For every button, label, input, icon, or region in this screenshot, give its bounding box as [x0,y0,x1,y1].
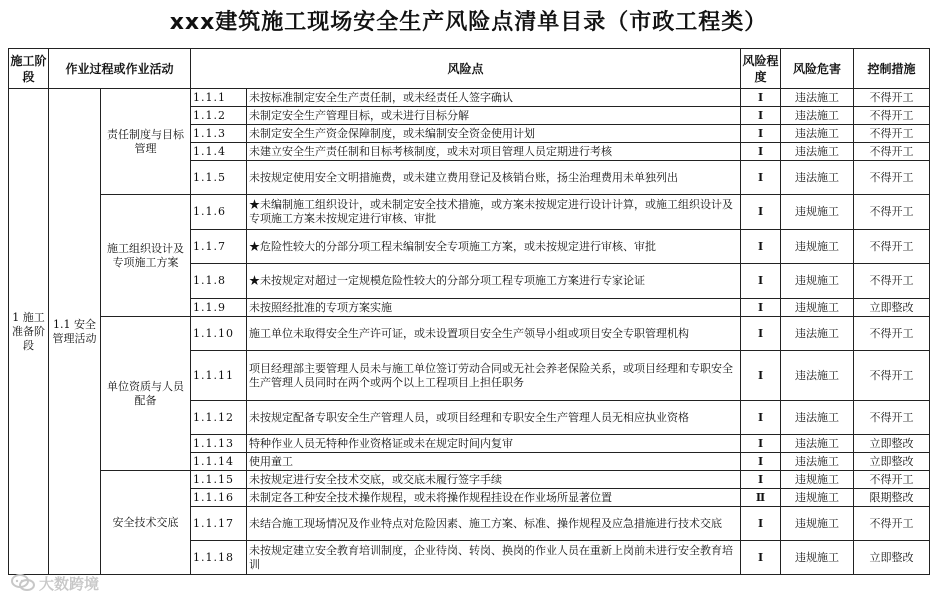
watermark [10,571,99,595]
header-risk: 风险点 [191,49,741,89]
risk-hazard: 违规施工 [781,489,854,507]
risk-code: 1.1.10 [191,317,247,351]
watermark-text: 大数跨境 [39,574,100,593]
risk-level: Ⅰ [741,161,781,195]
header-hazard: 风险危害 [781,49,854,89]
header-row [9,49,930,89]
risk-hazard: 违法施工 [781,435,854,453]
risk-desc: 项目经理部主要管理人员未与施工单位签订劳动合同或无社会养老保险关系，或项目经理和专职安全生产管理人员同时在两个或两个以上工程项目上担任职务 [247,351,741,401]
page-title: xxx建筑施工现场安全生产风险点清单目录（市政工程类） [169,10,768,35]
risk-desc: 未按规定进行安全技术交底，或交底未履行签字手续 [247,471,741,489]
risk-hazard: 违法施工 [781,317,854,351]
group-cell: 施工组织设计及专项施工方案 [101,195,191,317]
header-level: 风险程度 [741,49,781,89]
risk-hazard: 违规施工 [781,264,854,299]
risk-level: Ⅰ [741,264,781,299]
risk-code: 1.1.6 [191,195,247,230]
risk-hazard: 违规施工 [781,230,854,264]
risk-level: Ⅰ [741,89,781,107]
risk-code: 1.1.1 [191,89,247,107]
risk-desc: 未按规定配备专职安全生产管理人员，或项目经理和专职安全生产管理人员无相应执业资格 [247,401,741,435]
risk-hazard: 违法施工 [781,453,854,471]
risk-control: 不得开工 [854,143,930,161]
risk-level: Ⅰ [741,317,781,351]
risk-control: 不得开工 [854,264,930,299]
risk-code: 1.1.17 [191,507,247,541]
risk-level: Ⅰ [741,125,781,143]
risk-desc: 使用童工 [247,453,741,471]
risk-control: 不得开工 [854,351,930,401]
risk-desc: 未制定各工种安全技术操作规程，或未将操作规程挂设在作业场所显著位置 [247,489,741,507]
stage-cell: 1 施工准备阶段 [9,89,49,575]
risk-level: Ⅰ [741,299,781,317]
risk-desc: 未按照经批准的专项方案实施 [247,299,741,317]
risk-code: 1.1.15 [191,471,247,489]
risk-control: 不得开工 [854,230,930,264]
risk-level: Ⅰ [741,230,781,264]
risk-hazard: 违法施工 [781,351,854,401]
risk-hazard: 违规施工 [781,507,854,541]
risk-hazard: 违法施工 [781,125,854,143]
risk-desc: 未按规定使用安全文明措施费，或未建立费用登记及核销台账，扬尘治理费用未单独列出 [247,161,741,195]
risk-hazard: 违规施工 [781,299,854,317]
header-stage: 施工阶段 [9,49,49,89]
risk-code: 1.1.16 [191,489,247,507]
table-row [9,195,930,230]
header-control: 控制措施 [854,49,930,89]
risk-code: 1.1.8 [191,264,247,299]
group-cell: 责任制度与目标管理 [101,89,191,195]
risk-hazard: 违规施工 [781,471,854,489]
risk-code: 1.1.13 [191,435,247,453]
risk-level: Ⅰ [741,471,781,489]
risk-code: 1.1.9 [191,299,247,317]
risk-code: 1.1.4 [191,143,247,161]
risk-desc: ★未编制施工组织设计，或未制定安全技术措施，或方案未按规定进行设计计算，或施工组织设计及专项施工方案未按规定进行审核、审批 [247,195,741,230]
risk-table [8,48,930,575]
risk-desc: 施工单位未取得安全生产许可证，或未设置项目安全生产领导小组或项目安全专职管理机构 [247,317,741,351]
risk-level: Ⅰ [741,401,781,435]
group-cell: 安全技术交底 [101,471,191,575]
risk-desc: 未按标准制定安全生产责任制，或未经责任人签字确认 [247,89,741,107]
risk-level: Ⅰ [741,143,781,161]
table-row [9,89,930,107]
risk-control: 不得开工 [854,471,930,489]
risk-level: Ⅰ [741,507,781,541]
risk-desc: 未结合施工现场情况及作业特点对危险因素、施工方案、标准、操作规程及应急措施进行技术交底 [247,507,741,541]
risk-hazard: 违法施工 [781,89,854,107]
risk-level: Ⅱ [741,489,781,507]
risk-control: 不得开工 [854,195,930,230]
risk-code: 1.1.18 [191,541,247,575]
risk-code: 1.1.2 [191,107,247,125]
risk-desc: ★危险性较大的分部分项工程未编制安全专项施工方案，或未按规定进行审核、审批 [247,230,741,264]
risk-desc: 未按规定建立安全教育培训制度，企业待岗、转岗、换岗的作业人员在重新上岗前未进行安全教育培训 [247,541,741,575]
risk-hazard: 违法施工 [781,107,854,125]
table-row [9,471,930,489]
risk-control: 不得开工 [854,89,930,107]
risk-control: 不得开工 [854,401,930,435]
risk-control: 不得开工 [854,125,930,143]
risk-hazard: 违规施工 [781,541,854,575]
risk-level: Ⅰ [741,195,781,230]
chat-bubble-icon [10,573,36,593]
risk-code: 1.1.14 [191,453,247,471]
risk-level: Ⅰ [741,541,781,575]
risk-hazard: 违法施工 [781,161,854,195]
risk-desc: ★未按规定对超过一定规模危险性较大的分部分项工程专项施工方案进行专家论证 [247,264,741,299]
risk-control: 限期整改 [854,489,930,507]
risk-level: Ⅰ [741,107,781,125]
risk-hazard: 违法施工 [781,143,854,161]
risk-level: Ⅰ [741,453,781,471]
risk-control: 不得开工 [854,317,930,351]
risk-code: 1.1.7 [191,230,247,264]
risk-desc: 特种作业人员无特种作业资格证或未在规定时间内复审 [247,435,741,453]
risk-control: 立即整改 [854,299,930,317]
table-row [9,317,930,351]
risk-code: 1.1.11 [191,351,247,401]
process-cell: 1.1 安全管理活动 [49,89,101,575]
risk-hazard: 违法施工 [781,401,854,435]
risk-hazard: 违规施工 [781,195,854,230]
risk-level: Ⅰ [741,435,781,453]
risk-control: 立即整改 [854,435,930,453]
risk-code: 1.1.5 [191,161,247,195]
risk-control: 立即整改 [854,541,930,575]
risk-code: 1.1.12 [191,401,247,435]
risk-control: 不得开工 [854,107,930,125]
risk-level: Ⅰ [741,351,781,401]
group-cell: 单位资质与人员配备 [101,317,191,471]
risk-control: 不得开工 [854,161,930,195]
risk-desc: 未建立安全生产责任制和目标考核制度，或未对项目管理人员定期进行考核 [247,143,741,161]
header-process: 作业过程或作业活动 [49,49,191,89]
risk-control: 立即整改 [854,453,930,471]
risk-desc: 未制定安全生产资金保障制度，或未编制安全资金使用计划 [247,125,741,143]
risk-code: 1.1.3 [191,125,247,143]
risk-control: 不得开工 [854,507,930,541]
risk-desc: 未制定安全生产管理目标，或未进行目标分解 [247,107,741,125]
